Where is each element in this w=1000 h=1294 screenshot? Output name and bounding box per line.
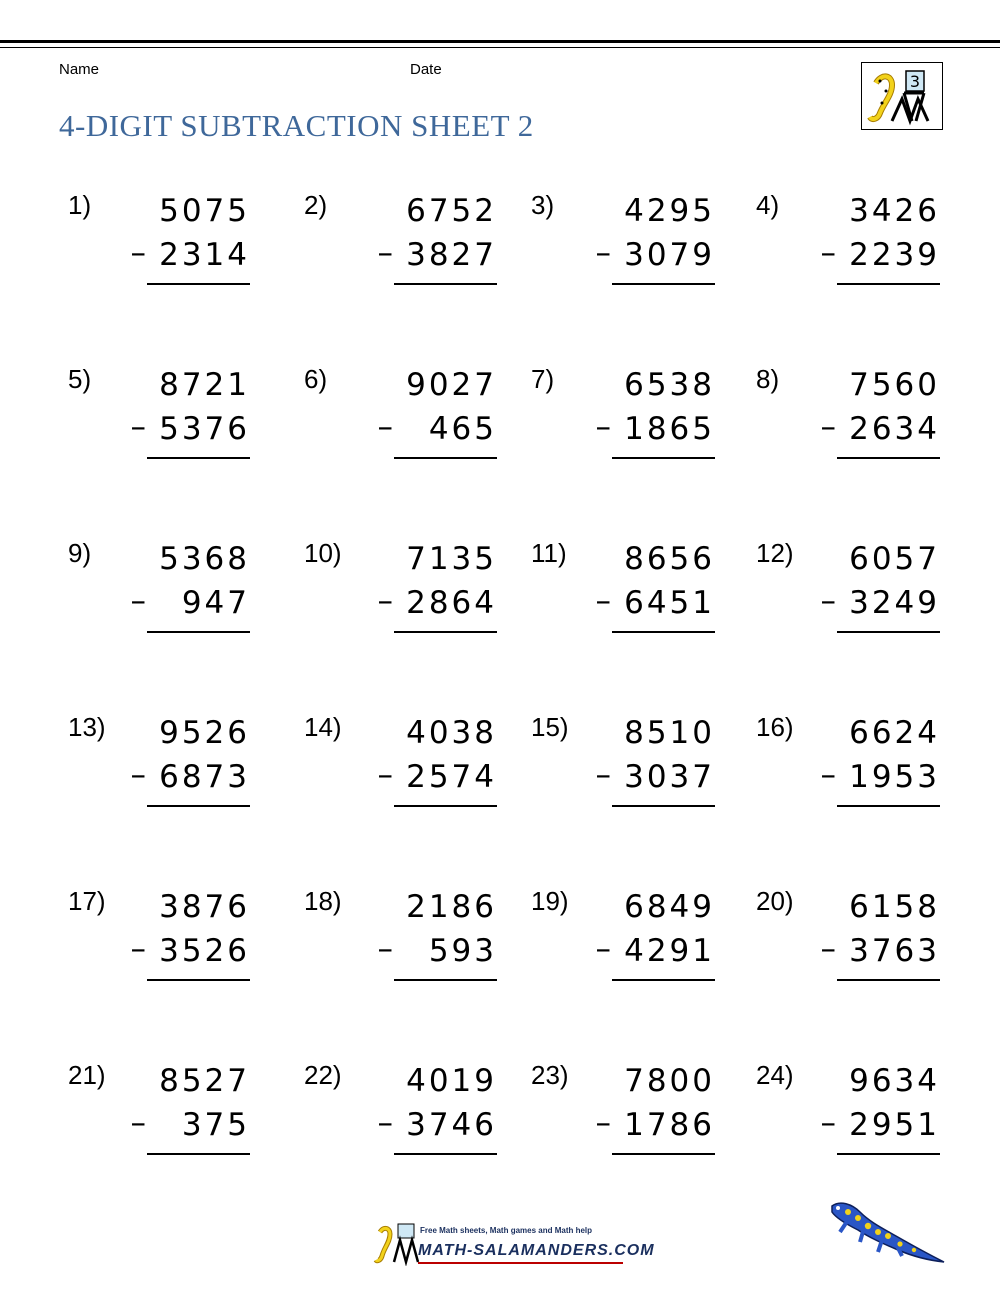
footer-underline	[418, 1262, 623, 1264]
subtrahend: 2951	[849, 1107, 940, 1143]
problem-number: 10)	[304, 538, 342, 568]
top-rule-thick	[0, 40, 1000, 43]
minuend: 8510	[624, 715, 715, 751]
minus-sign: –	[130, 931, 146, 967]
subtrahend: 4291	[624, 933, 715, 969]
minus-sign: –	[595, 1105, 611, 1141]
answer-line	[394, 1153, 497, 1155]
grade-logo	[861, 62, 943, 130]
problem-16	[756, 712, 940, 822]
problem-number: 14)	[304, 712, 342, 742]
problem-21	[68, 1060, 250, 1170]
minuend: 6849	[624, 889, 715, 925]
problem-11	[531, 538, 715, 648]
answer-line	[837, 1153, 940, 1155]
minuend: 5075	[159, 193, 250, 229]
minus-sign: –	[820, 931, 836, 967]
subtrahend: 1786	[624, 1107, 715, 1143]
problem-2	[304, 190, 497, 300]
problem-20	[756, 886, 940, 996]
answer-line	[612, 979, 715, 981]
subtrahend: 1865	[624, 411, 715, 447]
minus-sign: –	[130, 409, 146, 445]
problem-7	[531, 364, 715, 474]
minus-sign: –	[595, 757, 611, 793]
minus-sign: –	[377, 235, 393, 271]
minuend: 6538	[624, 367, 715, 403]
minuend: 3876	[159, 889, 250, 925]
date-label: Date	[410, 61, 442, 78]
answer-line	[837, 979, 940, 981]
problem-3	[531, 190, 715, 300]
minus-sign: –	[130, 583, 146, 619]
problem-23	[531, 1060, 715, 1170]
answer-line	[837, 457, 940, 459]
problem-number: 13)	[68, 712, 106, 742]
problem-15	[531, 712, 715, 822]
answer-line	[394, 283, 497, 285]
problem-6	[304, 364, 497, 474]
subtrahend: 3746	[406, 1107, 497, 1143]
minuend: 6624	[849, 715, 940, 751]
footer-site: MATH-SALAMANDERS.COM	[418, 1242, 655, 1259]
subtrahend: 3827	[406, 237, 497, 273]
subtrahend: 2864	[406, 585, 497, 621]
subtrahend: 2634	[849, 411, 940, 447]
answer-line	[612, 805, 715, 807]
problem-10	[304, 538, 497, 648]
problem-13	[68, 712, 250, 822]
problem-number: 5)	[68, 364, 92, 394]
answer-line	[147, 1153, 250, 1155]
subtrahend: 3037	[624, 759, 715, 795]
logo-digit: 3	[909, 72, 921, 91]
problem-number: 8)	[756, 364, 780, 394]
minus-sign: –	[820, 757, 836, 793]
problem-number: 2)	[304, 190, 328, 220]
answer-line	[612, 457, 715, 459]
answer-line	[147, 283, 250, 285]
subtrahend: 6451	[624, 585, 715, 621]
problem-number: 22)	[304, 1060, 342, 1090]
answer-line	[394, 631, 497, 633]
problem-number: 23)	[531, 1060, 569, 1090]
minuend: 8721	[159, 367, 250, 403]
answer-line	[147, 979, 250, 981]
problem-number: 15)	[531, 712, 569, 742]
minus-sign: –	[130, 1105, 146, 1141]
answer-line	[837, 283, 940, 285]
answer-line	[837, 631, 940, 633]
problem-number: 21)	[68, 1060, 106, 1090]
minuend: 6752	[406, 193, 497, 229]
subtrahend: 465	[428, 411, 497, 447]
minuend: 5368	[159, 541, 250, 577]
minus-sign: –	[377, 409, 393, 445]
problem-9	[68, 538, 250, 648]
minuend: 6057	[849, 541, 940, 577]
problem-number: 12)	[756, 538, 794, 568]
problem-4	[756, 190, 940, 300]
answer-line	[394, 805, 497, 807]
page-title: 4-DIGIT SUBTRACTION SHEET 2	[59, 108, 534, 143]
minuend: 7560	[849, 367, 940, 403]
minuend: 6158	[849, 889, 940, 925]
minuend: 2186	[406, 889, 497, 925]
subtrahend: 3249	[849, 585, 940, 621]
subtrahend: 947	[181, 585, 250, 621]
answer-line	[394, 457, 497, 459]
subtrahend: 2239	[849, 237, 940, 273]
subtrahend: 3526	[159, 933, 250, 969]
subtrahend: 3763	[849, 933, 940, 969]
minuend: 9027	[406, 367, 497, 403]
problem-5	[68, 364, 250, 474]
minus-sign: –	[377, 931, 393, 967]
subtrahend: 2314	[159, 237, 250, 273]
subtrahend: 375	[181, 1107, 250, 1143]
problem-18	[304, 886, 497, 996]
answer-line	[147, 631, 250, 633]
minus-sign: –	[820, 235, 836, 271]
subtrahend: 2574	[406, 759, 497, 795]
answer-line	[612, 283, 715, 285]
minuend: 3426	[849, 193, 940, 229]
subtrahend: 1953	[849, 759, 940, 795]
minuend: 4019	[406, 1063, 497, 1099]
answer-line	[394, 979, 497, 981]
problem-number: 7)	[531, 364, 555, 394]
problem-19	[531, 886, 715, 996]
problem-number: 6)	[304, 364, 328, 394]
minuend: 9526	[159, 715, 250, 751]
minus-sign: –	[595, 583, 611, 619]
problem-14	[304, 712, 497, 822]
top-rule-thin	[0, 47, 1000, 48]
minus-sign: –	[595, 931, 611, 967]
minus-sign: –	[377, 757, 393, 793]
minus-sign: –	[377, 1105, 393, 1141]
problem-12	[756, 538, 940, 648]
salamander-image	[826, 1198, 948, 1270]
minuend: 9634	[849, 1063, 940, 1099]
footer-salamander-icon	[372, 1222, 420, 1266]
answer-line	[147, 457, 250, 459]
problem-number: 4)	[756, 190, 780, 220]
salamander-logo-icon	[862, 63, 942, 129]
minus-sign: –	[820, 1105, 836, 1141]
problem-1	[68, 190, 250, 300]
minuend: 8656	[624, 541, 715, 577]
minuend: 4038	[406, 715, 497, 751]
problem-number: 11)	[531, 538, 567, 568]
minuend: 8527	[159, 1063, 250, 1099]
answer-line	[147, 805, 250, 807]
minus-sign: –	[595, 235, 611, 271]
minus-sign: –	[377, 583, 393, 619]
subtrahend: 3079	[624, 237, 715, 273]
problem-number: 17)	[68, 886, 106, 916]
minus-sign: –	[595, 409, 611, 445]
subtrahend: 6873	[159, 759, 250, 795]
problem-24	[756, 1060, 940, 1170]
problem-number: 20)	[756, 886, 794, 916]
name-label: Name	[59, 61, 100, 78]
subtrahend: 593	[428, 933, 497, 969]
minus-sign: –	[820, 409, 836, 445]
minus-sign: –	[130, 235, 146, 271]
minuend: 4295	[624, 193, 715, 229]
problem-22	[304, 1060, 497, 1170]
salamander-icon	[826, 1198, 948, 1270]
problem-number: 16)	[756, 712, 794, 742]
problem-17	[68, 886, 250, 996]
problem-number: 19)	[531, 886, 569, 916]
minus-sign: –	[130, 757, 146, 793]
problem-number: 9)	[68, 538, 92, 568]
subtrahend: 5376	[159, 411, 250, 447]
problem-number: 24)	[756, 1060, 794, 1090]
problem-8	[756, 364, 940, 474]
answer-line	[612, 1153, 715, 1155]
problem-number: 18)	[304, 886, 342, 916]
footer-tagline: Free Math sheets, Math games and Math help	[420, 1226, 593, 1235]
minus-sign: –	[820, 583, 836, 619]
answer-line	[837, 805, 940, 807]
answer-line	[612, 631, 715, 633]
minuend: 7135	[406, 541, 497, 577]
problem-number: 1)	[68, 190, 92, 220]
problem-number: 3)	[531, 190, 555, 220]
minuend: 7800	[624, 1063, 715, 1099]
